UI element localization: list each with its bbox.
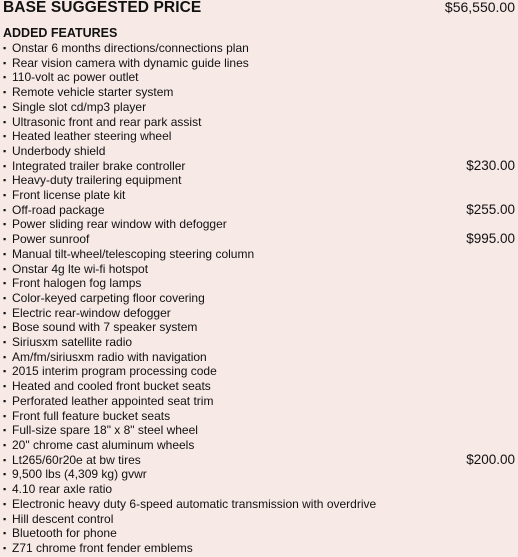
feature-item	[3, 277, 516, 292]
feature-item	[3, 116, 516, 131]
feature-item	[3, 468, 516, 483]
feature-name: ▪ 20" chrome cast aluminum wheels	[3, 439, 194, 454]
feature-item	[3, 365, 516, 380]
feature-price: $995.00	[466, 231, 515, 247]
feature-name: ▪ Full-size spare 18" x 8" steel wheel	[3, 424, 198, 439]
feature-name: ▪ Off-road package	[3, 204, 105, 219]
feature-name: ▪ Rear vision camera with dynamic guide lines	[3, 57, 249, 72]
feature-item	[3, 42, 516, 57]
feature-item	[3, 321, 516, 336]
added-features-title: ADDED FEATURES	[3, 26, 118, 40]
feature-name: ▪ Front halogen fog lamps	[3, 277, 141, 292]
feature-name: ▪ Electronic heavy duty 6-speed automatic transmission with overdrive	[3, 498, 376, 513]
feature-item	[3, 424, 516, 439]
feature-item	[3, 248, 516, 263]
feature-item	[3, 292, 516, 307]
feature-name: ▪ 4.10 rear axle ratio	[3, 483, 112, 498]
feature-name: ▪ Front license plate kit	[3, 189, 125, 204]
feature-item	[3, 451, 516, 469]
base-price-value: $56,550.00	[444, 0, 515, 15]
feature-item	[3, 513, 516, 528]
feature-item	[3, 57, 516, 72]
feature-item	[3, 410, 516, 425]
feature-item	[3, 145, 516, 160]
feature-name: ▪ Z71 chrome front fender emblems	[3, 542, 193, 557]
feature-name: ▪ Onstar 4g lte wi-fi hotspot	[3, 263, 148, 278]
feature-item	[3, 483, 516, 498]
feature-item	[3, 130, 516, 145]
feature-name: ▪ Front full feature bucket seats	[3, 410, 170, 425]
feature-name: ▪ 110-volt ac power outlet	[3, 71, 139, 86]
feature-name: ▪ Manual tilt-wheel/telescoping steering column	[3, 248, 254, 263]
feature-name: ▪ Perforated leather appointed seat trim	[3, 395, 213, 410]
feature-price: $255.00	[466, 201, 515, 217]
feature-name: ▪ Heated and cooled front bucket seats	[3, 380, 211, 395]
feature-name: ▪ Bose sound with 7 speaker system	[3, 321, 197, 336]
feature-name: ▪ 2015 interim program processing code	[3, 365, 217, 380]
feature-item	[3, 86, 516, 101]
feature-name: ▪ Heated leather steering wheel	[3, 130, 171, 145]
feature-item	[3, 307, 516, 322]
feature-name: ▪ Integrated trailer brake controller	[3, 160, 185, 175]
feature-name: ▪ Ultrasonic front and rear park assist	[3, 116, 201, 131]
feature-name: ▪ Am/fm/siriusxm radio with navigation	[3, 351, 207, 366]
feature-list	[3, 42, 516, 557]
feature-name: ▪ Remote vehicle starter system	[3, 86, 173, 101]
feature-item	[3, 351, 516, 366]
feature-name: ▪ Heavy-duty trailering equipment	[3, 174, 181, 189]
feature-item	[3, 201, 516, 219]
feature-item	[3, 542, 516, 557]
feature-price: $200.00	[466, 451, 515, 467]
feature-name: ▪ Single slot cd/mp3 player	[3, 101, 146, 116]
feature-item	[3, 101, 516, 116]
feature-item	[3, 527, 516, 542]
feature-item	[3, 498, 516, 513]
feature-name: ▪ 9,500 lbs (4,309 kg) gvwr	[3, 468, 147, 483]
feature-item	[3, 233, 516, 248]
feature-name: ▪ Lt265/60r20e at bw tires	[3, 454, 141, 469]
feature-item	[3, 263, 516, 278]
feature-item	[3, 174, 516, 189]
feature-name: ▪ Siriusxm satellite radio	[3, 336, 132, 351]
feature-item	[3, 439, 516, 454]
feature-item	[3, 71, 516, 86]
feature-item	[3, 336, 516, 351]
feature-item	[3, 395, 516, 410]
feature-name: ▪ Power sunroof	[3, 233, 89, 248]
feature-name: ▪ Bluetooth for phone	[3, 527, 117, 542]
feature-item	[3, 218, 516, 233]
feature-name: ▪ Electric rear-window defogger	[3, 307, 171, 322]
feature-price: $230.00	[466, 157, 515, 173]
feature-name: ▪ Power sliding rear window with defogger	[3, 218, 227, 233]
feature-item	[3, 157, 516, 175]
base-price-title: BASE SUGGESTED PRICE	[3, 0, 202, 16]
feature-name: ▪ Color-keyed carpeting floor covering	[3, 292, 205, 307]
feature-item	[3, 189, 516, 204]
feature-name: ▪ Hill descent control	[3, 513, 113, 528]
feature-name: ▪ Onstar 6 months directions/connections plan	[3, 42, 249, 57]
feature-name: ▪ Underbody shield	[3, 145, 105, 160]
feature-item	[3, 380, 516, 395]
price-header	[3, 0, 516, 19]
